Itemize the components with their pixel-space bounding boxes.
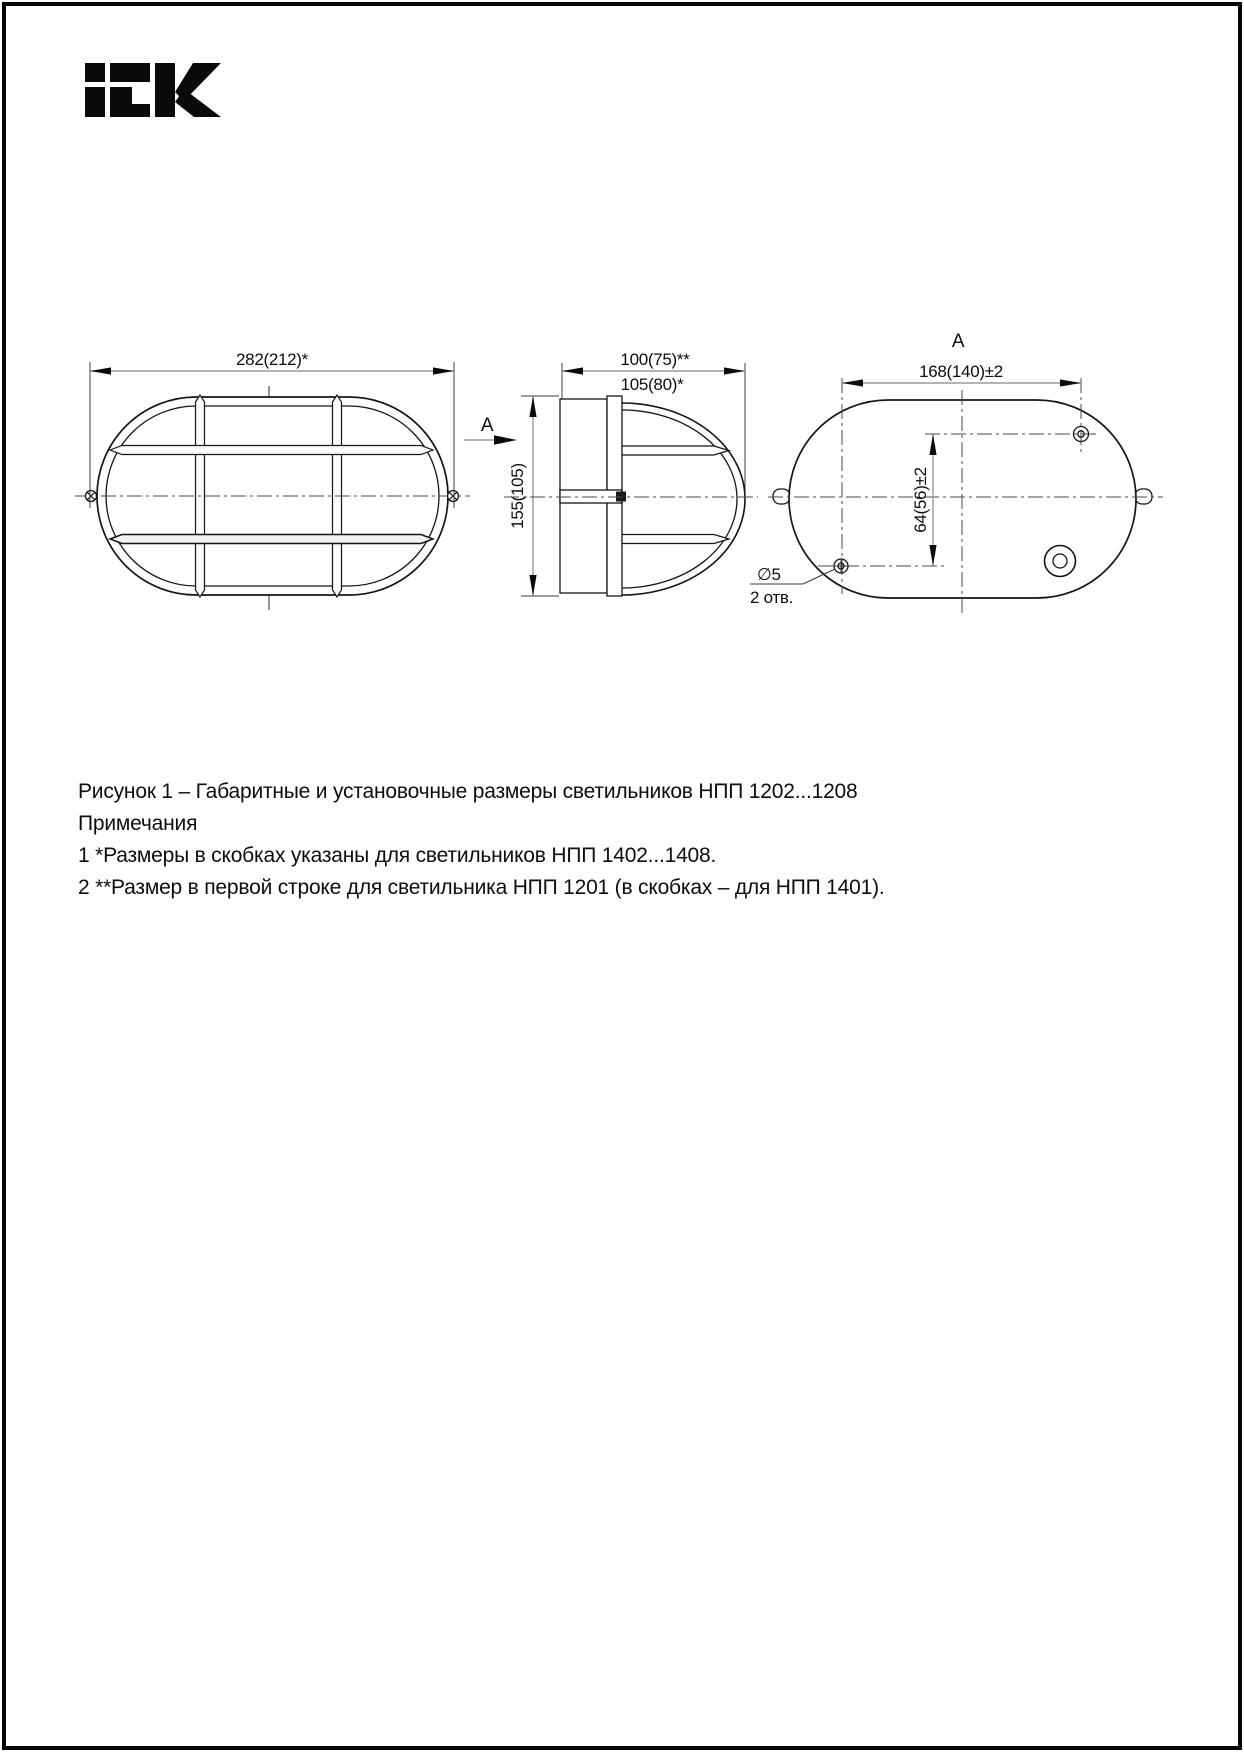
side-view bbox=[504, 350, 758, 596]
rear-hole-spacing-y-text: 64(56)±2 bbox=[911, 467, 930, 533]
note-1: 1 *Размеры в скобках указаны для светильников НПП 1402...1408. bbox=[78, 844, 717, 867]
side-depth-dim-bottom-text: 105(80)* bbox=[620, 375, 684, 394]
side-dome-outer bbox=[622, 403, 745, 595]
side-dome-inner bbox=[622, 410, 737, 588]
mounting-hole bbox=[834, 559, 848, 573]
figure-caption-block bbox=[78, 776, 1178, 904]
logo-i-stem bbox=[85, 87, 105, 117]
view-arrow-label: A bbox=[480, 415, 494, 436]
view-direction-arrow bbox=[464, 415, 517, 445]
latch-screw-icon bbox=[86, 491, 97, 502]
rear-hole-spacing-x-text: 168(140)±2 bbox=[919, 362, 1003, 381]
logo-i-dot bbox=[85, 63, 105, 82]
rear-hole-spacing-x-dimension bbox=[842, 362, 1081, 387]
note-2: 2 **Размер в первой строке для светильника НПП 1201 (в скобках – для НПП 1401). bbox=[78, 876, 885, 899]
hole-diameter-text: ∅5 bbox=[757, 565, 781, 584]
front-view bbox=[75, 350, 470, 614]
side-depth-dim-top-text: 100(75)** bbox=[620, 350, 690, 369]
logo-k-stem bbox=[155, 63, 175, 117]
grid-horizontal-bar bbox=[110, 535, 433, 544]
rear-view-label: A bbox=[951, 331, 965, 352]
side-height-dim-text: 155(105) bbox=[508, 463, 527, 529]
iek-logo bbox=[85, 63, 221, 117]
hole-quantity-text: 2 отв. bbox=[750, 588, 793, 607]
view-arrow-head bbox=[494, 435, 517, 445]
logo-e-bottom bbox=[110, 87, 150, 117]
rear-view bbox=[750, 331, 1163, 614]
grid-horizontal-bar bbox=[110, 446, 433, 455]
side-grid-bar bbox=[622, 535, 729, 544]
front-width-dim-text: 282(212)* bbox=[236, 350, 308, 369]
logo-k-lower-arm bbox=[175, 89, 221, 117]
logo-e-top bbox=[110, 63, 150, 82]
figure-caption: Рисунок 1 – Габаритные и установочные размеры светильников НПП 1202...1208 bbox=[78, 780, 858, 803]
notes-title: Примечания bbox=[78, 812, 198, 835]
side-height-dimension bbox=[508, 396, 559, 596]
side-grid-bar bbox=[622, 446, 729, 455]
latch-screw-icon bbox=[448, 491, 459, 502]
